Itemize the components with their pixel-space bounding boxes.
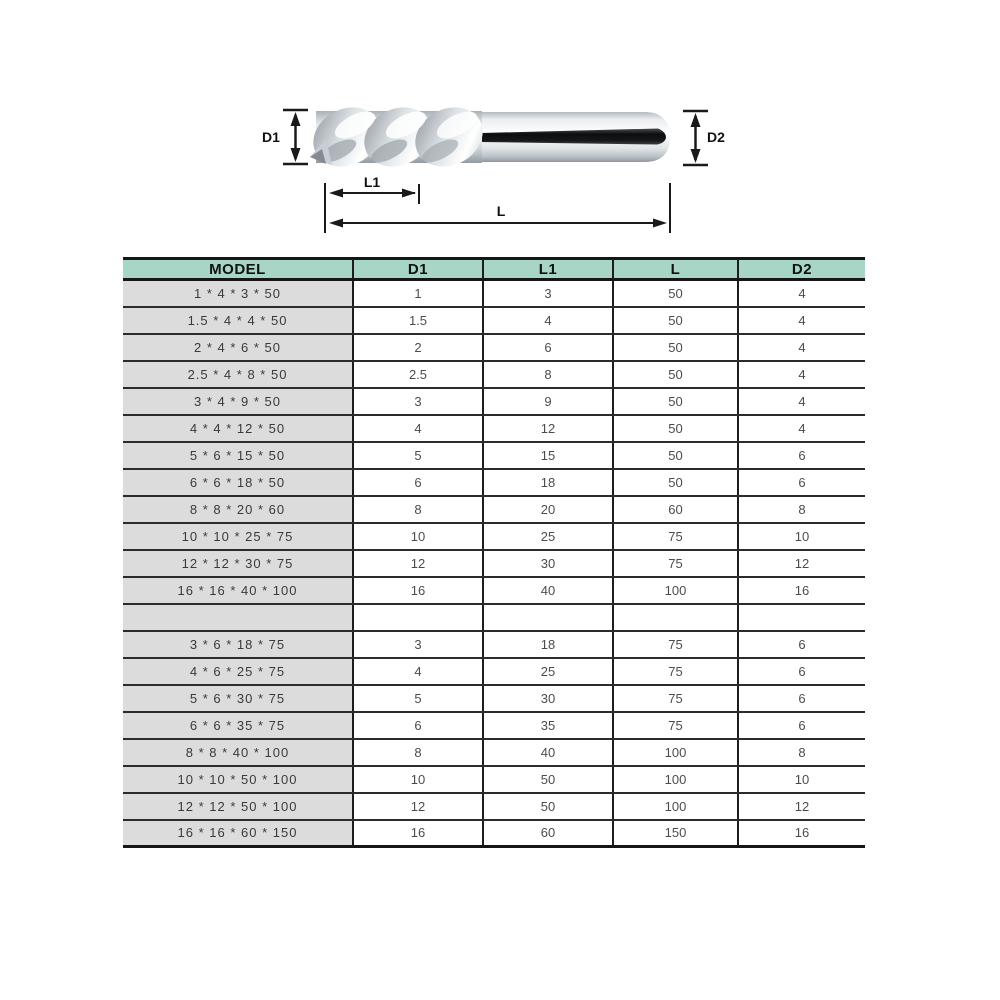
l1-cell: 9 <box>483 388 613 415</box>
d1-cell: 16 <box>353 577 483 604</box>
table-row-empty <box>123 604 865 631</box>
spec-table <box>123 257 865 848</box>
header-row <box>123 259 865 280</box>
l1-cell <box>483 604 613 631</box>
model-cell: 5 * 6 * 30 * 75 <box>123 685 353 712</box>
l-cell: 60 <box>613 496 738 523</box>
d2-cell: 8 <box>738 496 865 523</box>
model-cell: 6 * 6 * 18 * 50 <box>123 469 353 496</box>
d2-arrowhead-bottom <box>691 149 701 163</box>
table-row <box>123 415 865 442</box>
table-row <box>123 739 865 766</box>
l-cell: 150 <box>613 820 738 847</box>
d1-cell: 4 <box>353 658 483 685</box>
d1-cell: 12 <box>353 550 483 577</box>
table-row <box>123 766 865 793</box>
l1-arrowhead-right <box>402 189 416 198</box>
d1-cell: 12 <box>353 793 483 820</box>
table-row <box>123 334 865 361</box>
l1-cell: 18 <box>483 469 613 496</box>
l-cell: 50 <box>613 388 738 415</box>
table-row <box>123 631 865 658</box>
d1-cell: 1.5 <box>353 307 483 334</box>
table-row <box>123 469 865 496</box>
d2-cell: 16 <box>738 577 865 604</box>
l-cell: 50 <box>613 334 738 361</box>
table-row <box>123 496 865 523</box>
d2-cell: 6 <box>738 712 865 739</box>
l1-label: L1 <box>363 174 381 190</box>
l1-cell: 40 <box>483 577 613 604</box>
model-cell: 5 * 6 * 15 * 50 <box>123 442 353 469</box>
model-cell: 12 * 12 * 30 * 75 <box>123 550 353 577</box>
d2-cell: 6 <box>738 469 865 496</box>
model-cell: 3 * 6 * 18 * 75 <box>123 631 353 658</box>
d2-label: D2 <box>707 129 725 145</box>
col-header-l: L <box>613 259 738 280</box>
table-row <box>123 658 865 685</box>
model-cell: 1 * 4 * 3 * 50 <box>123 280 353 307</box>
d1-cell: 2.5 <box>353 361 483 388</box>
d2-cell: 16 <box>738 820 865 847</box>
d1-arrowhead-top <box>291 112 301 126</box>
col-header-l1: L1 <box>483 259 613 280</box>
table-row <box>123 793 865 820</box>
model-cell: 2 * 4 * 6 * 50 <box>123 334 353 361</box>
l-cell: 50 <box>613 469 738 496</box>
l-label: L <box>496 203 506 219</box>
model-cell: 10 * 10 * 25 * 75 <box>123 523 353 550</box>
l1-arrowhead-left <box>329 189 343 198</box>
l-cell: 100 <box>613 577 738 604</box>
l1-cell: 18 <box>483 631 613 658</box>
model-cell: 16 * 16 * 40 * 100 <box>123 577 353 604</box>
model-cell: 2.5 * 4 * 8 * 50 <box>123 361 353 388</box>
d1-cell: 2 <box>353 334 483 361</box>
d2-cell: 8 <box>738 739 865 766</box>
l-cell: 75 <box>613 685 738 712</box>
l1-cell: 3 <box>483 280 613 307</box>
d2-cell: 12 <box>738 793 865 820</box>
d2-arrowhead-top <box>691 113 701 127</box>
model-cell: 4 * 6 * 25 * 75 <box>123 658 353 685</box>
endmill-flutes <box>303 96 493 178</box>
l-cell: 50 <box>613 280 738 307</box>
d1-cell: 1 <box>353 280 483 307</box>
d1-cell: 3 <box>353 631 483 658</box>
l-cell: 100 <box>613 739 738 766</box>
l-cell: 75 <box>613 550 738 577</box>
table-row <box>123 685 865 712</box>
table-row <box>123 442 865 469</box>
d2-cell: 6 <box>738 658 865 685</box>
table-row <box>123 712 865 739</box>
model-cell <box>123 604 353 631</box>
l-cell <box>613 604 738 631</box>
l-cell: 100 <box>613 793 738 820</box>
table-row <box>123 523 865 550</box>
d1-cell <box>353 604 483 631</box>
l1-cell: 50 <box>483 793 613 820</box>
d1-cell: 10 <box>353 766 483 793</box>
d2-cell: 12 <box>738 550 865 577</box>
d1-cell: 6 <box>353 469 483 496</box>
l-cell: 50 <box>613 415 738 442</box>
l1-cell: 8 <box>483 361 613 388</box>
l1-cell: 4 <box>483 307 613 334</box>
model-cell: 10 * 10 * 50 * 100 <box>123 766 353 793</box>
col-header-model: MODEL <box>123 259 353 280</box>
table-row <box>123 361 865 388</box>
table-row <box>123 280 865 307</box>
d2-cell: 6 <box>738 685 865 712</box>
d1-cell: 8 <box>353 739 483 766</box>
l1-cell: 30 <box>483 550 613 577</box>
d2-cell: 6 <box>738 442 865 469</box>
endmill-image <box>303 96 670 178</box>
d1-cell: 5 <box>353 685 483 712</box>
endmill-diagram <box>250 85 740 245</box>
l1-cell: 50 <box>483 766 613 793</box>
d1-label: D1 <box>262 129 280 145</box>
l1-cell: 30 <box>483 685 613 712</box>
model-cell: 12 * 12 * 50 * 100 <box>123 793 353 820</box>
l1-cell: 12 <box>483 415 613 442</box>
model-cell: 8 * 8 * 20 * 60 <box>123 496 353 523</box>
l1-cell: 40 <box>483 739 613 766</box>
col-header-d1: D1 <box>353 259 483 280</box>
model-cell: 16 * 16 * 60 * 150 <box>123 820 353 847</box>
l-arrowhead-left <box>329 219 343 228</box>
l1-cell: 15 <box>483 442 613 469</box>
l-cell: 75 <box>613 658 738 685</box>
table-row <box>123 307 865 334</box>
l-cell: 50 <box>613 442 738 469</box>
l-cell: 50 <box>613 361 738 388</box>
l-arrowhead-right <box>653 219 667 228</box>
l-cell: 75 <box>613 523 738 550</box>
d1-cell: 3 <box>353 388 483 415</box>
d2-cell: 4 <box>738 334 865 361</box>
d1-cell: 10 <box>353 523 483 550</box>
d1-cell: 16 <box>353 820 483 847</box>
d1-arrowhead-bottom <box>291 148 301 162</box>
model-cell: 3 * 4 * 9 * 50 <box>123 388 353 415</box>
l1-cell: 35 <box>483 712 613 739</box>
d1-cell: 5 <box>353 442 483 469</box>
model-cell: 6 * 6 * 35 * 75 <box>123 712 353 739</box>
l-cell: 75 <box>613 631 738 658</box>
d2-cell: 4 <box>738 361 865 388</box>
l1-cell: 20 <box>483 496 613 523</box>
d2-cell: 10 <box>738 766 865 793</box>
d2-cell: 10 <box>738 523 865 550</box>
d2-cell: 4 <box>738 388 865 415</box>
d1-cell: 8 <box>353 496 483 523</box>
l1-cell: 60 <box>483 820 613 847</box>
table-row <box>123 820 865 847</box>
d2-cell: 4 <box>738 280 865 307</box>
d2-cell: 4 <box>738 307 865 334</box>
l-cell: 75 <box>613 712 738 739</box>
d2-cell: 6 <box>738 631 865 658</box>
model-cell: 4 * 4 * 12 * 50 <box>123 415 353 442</box>
model-cell: 1.5 * 4 * 4 * 50 <box>123 307 353 334</box>
table-row <box>123 550 865 577</box>
table-row <box>123 388 865 415</box>
d1-cell: 4 <box>353 415 483 442</box>
l1-cell: 25 <box>483 658 613 685</box>
model-cell: 8 * 8 * 40 * 100 <box>123 739 353 766</box>
d2-cell <box>738 604 865 631</box>
l-cell: 50 <box>613 307 738 334</box>
l1-cell: 25 <box>483 523 613 550</box>
l-cell: 100 <box>613 766 738 793</box>
endmill-drawing-svg <box>250 85 740 245</box>
table-row <box>123 577 865 604</box>
col-header-d2: D2 <box>738 259 865 280</box>
l1-cell: 6 <box>483 334 613 361</box>
d1-cell: 6 <box>353 712 483 739</box>
d2-cell: 4 <box>738 415 865 442</box>
